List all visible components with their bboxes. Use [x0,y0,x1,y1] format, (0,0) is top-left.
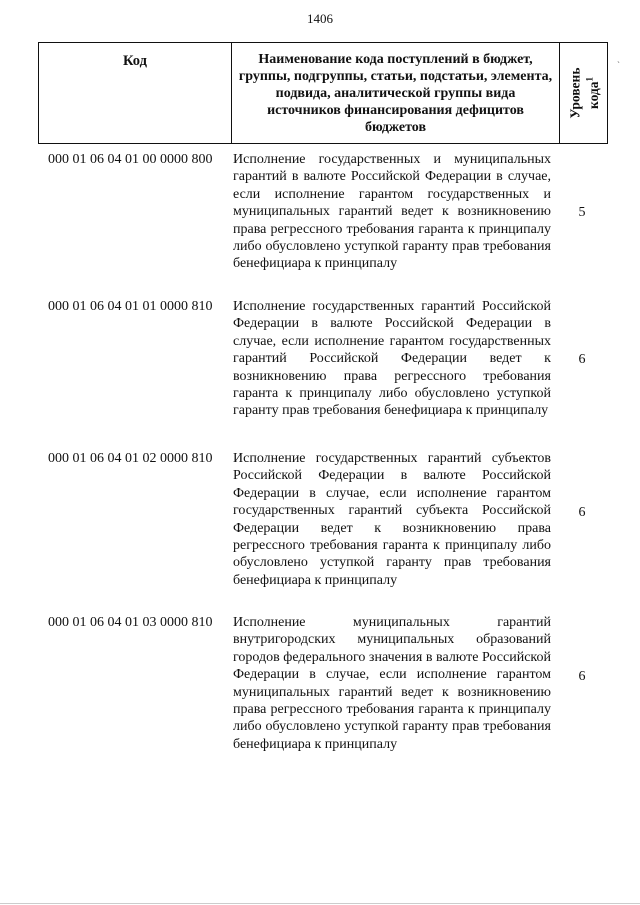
row-description: Исполнение государственных и муниципальных гарантий в валюте Российской Федерации в случае, если исполнение гарантом государственных и муниципальных гарантий ведет к возникновению права регрессного требования гаранта к принципалу либо обусловлено уступкой гаранту прав требования бенефициара к принципалу [233,152,551,272]
page-number: 1406 [307,11,333,26]
header-level-label [567,48,601,138]
header-name-label: Наименование кода поступлений в бюджет, группы, подгруппы, статьи, подстатьи, элемента, подвида, аналитической группы вида источников финансирования дефицитов бюджетов [238,52,553,135]
row-code: 000 01 06 04 01 00 0000 800 [48,152,213,167]
scan-mark: ˋ [617,60,620,70]
scan-edge [0,903,640,904]
row-level: 5 [578,205,586,220]
header-code-label: Код [123,53,147,69]
row-level: 6 [578,669,586,684]
row-level: 6 [578,505,586,520]
header-level-text: Уровень кода [566,67,601,119]
header-name [232,43,560,143]
row-code: 000 01 06 04 01 02 0000 810 [48,451,213,466]
row-description: Исполнение государственных гарантий Российской Федерации в валюте Российской Федерации в случае, если исполнение гарантом государственных гарантий Российской Федерации ведет к возникновению права регрессного требования гаранта к принципалу либо обусловлено уступкой гаранту прав требования бенефициара к принципалу [233,299,551,419]
row-level: 6 [578,352,586,367]
row-code: 000 01 06 04 01 03 0000 810 [48,615,213,630]
row-description: Исполнение муниципальных гарантий внутригородских муниципальных образований городов федерального значения в валюте Российской Федерации в случае, если исполнение гарантом муниципальных гарантий ведет к возникновению права регрессного требования гаранта к принципалу либо обусловлено уступкой гаранту прав требования бенефициара к принципалу [233,615,551,752]
table-header [38,42,608,144]
row-code: 000 01 06 04 01 01 0000 810 [48,299,213,314]
header-level-footnote: 1 [583,76,594,82]
header-code [39,43,232,143]
header-level [560,43,607,143]
row-description: Исполнение государственных гарантий субъектов Российской Федерации в валюте Российской Федерации в случае, если исполнение гарантом государственных гарантий субъекта Российской Федерации ведет к возникновению права регрессного требования гаранта к принципалу либо обусловлено уступкой гаранту прав требования бенефициара к принципалу [233,451,551,588]
